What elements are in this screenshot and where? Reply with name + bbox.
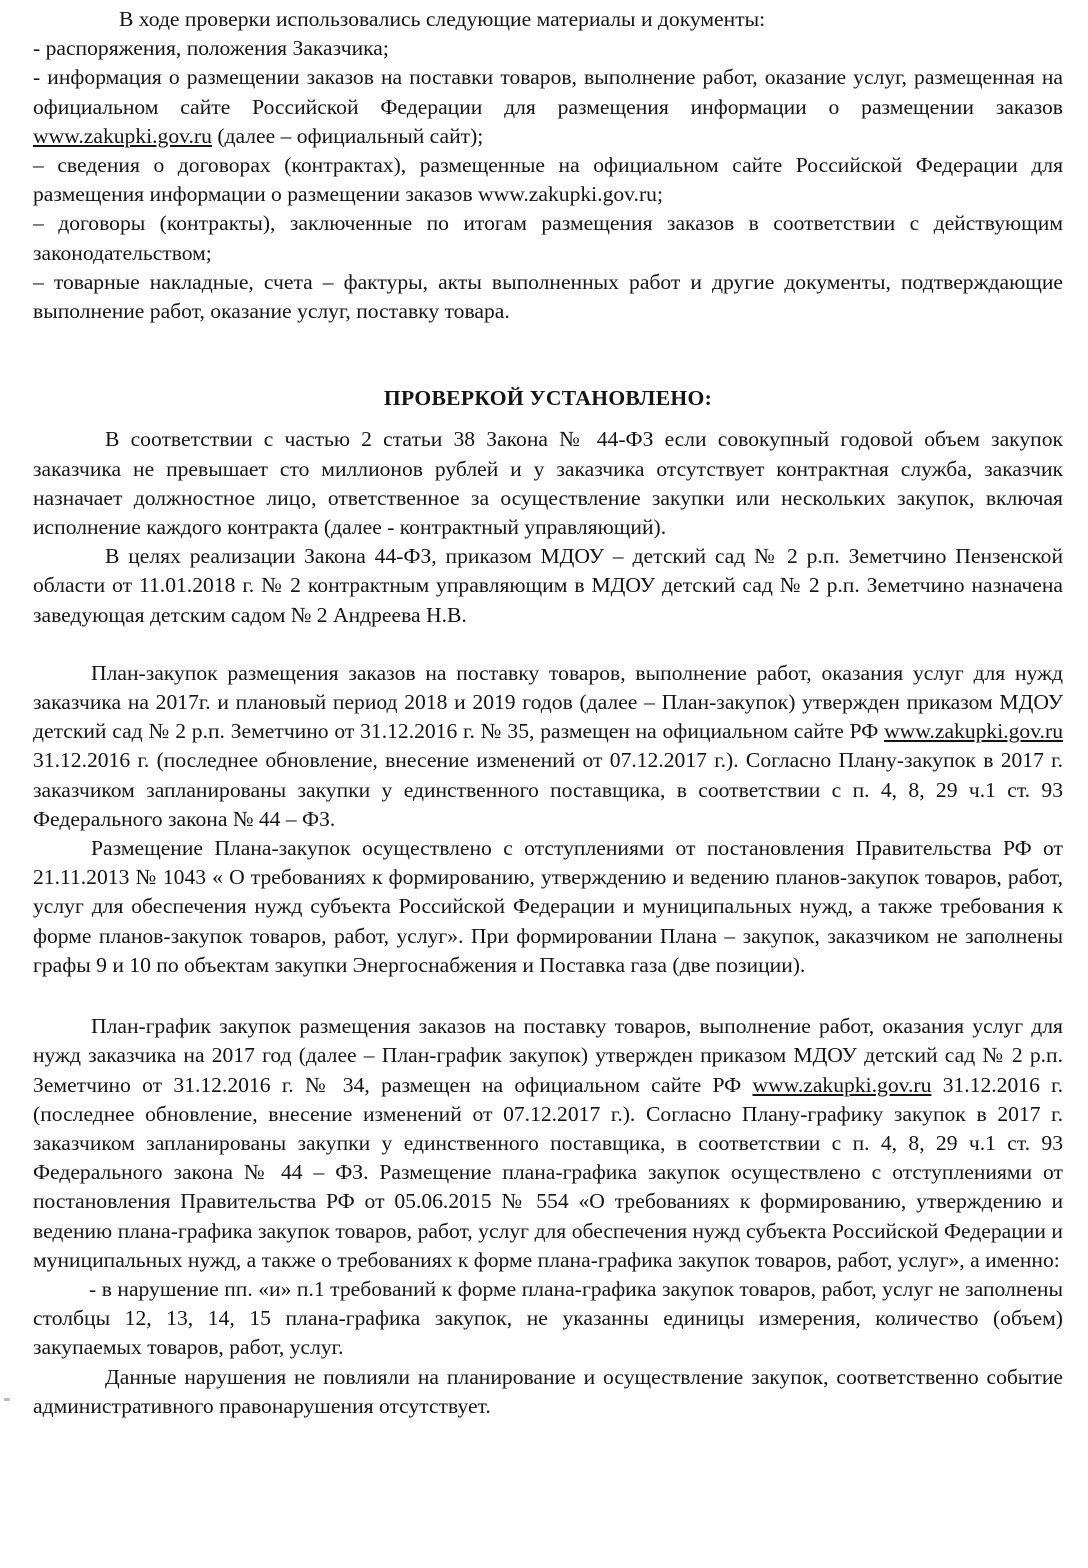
materials-item-2 xyxy=(33,63,1063,151)
materials-item-2-tail: (далее – официальный сайт); xyxy=(211,123,484,148)
paragraph-violation-item: - в нарушение пп. «и» п.1 требований к форме плана-графика закупок товаров, работ, услуг не заполнены столбцы 12, 13, 14, 15 плана-графика закупок, не указанны единицы измерения, количество (объем) закупаемых товаров, работ, услуг. xyxy=(33,1276,1063,1360)
materials-item-3: – сведения о договорах (контрактах), размещенные на официальном сайте Российской Федерации для размещения информации о размещении заказов www.zakupki.gov.ru; xyxy=(33,153,1063,207)
zakupki-link[interactable]: www.zakupki.gov.ru xyxy=(33,123,212,148)
procurement-schedule-tail: 31.12.2016 г. (последнее обновление, внесение изменений от 07.12.2017 г.). Согласно Плану-графику закупок в 2017 г. заказчиком запланированы закупки у единственного поставщика, в соответствии с п. 4, 8, 29 ч.1 ст. 93 Федерального закона № 44 – ФЗ. Размещение плана-графика закупок осуществлено с отступлениями от постановления Правительства РФ от 05.06.2015 № 554 «О требованиях к формированию, утверждению и ведению плана-графика закупок товаров, работ, услуг для обеспечения нужд субъекта Российской Федерации и муниципальных нужд, а также о требованиях к форме плана-графика закупок товаров, работ, услуг», а именно: xyxy=(33,1072,1063,1272)
materials-item-2-text: - информация о размещении заказов на поставки товаров, выполнение работ, оказание услуг, размещенная на официальном сайте Российской Федерации для размещения информации о размещении заказов xyxy=(33,65,1063,119)
paragraph-conclusion: Данные нарушения не повлияли на планирование и осуществление закупок, соответственно событие административного правонарушения отсутствует. xyxy=(33,1364,1063,1418)
section-heading: ПРОВЕРКОЙ УСТАНОВЛЕНО: xyxy=(383,386,713,411)
materials-item-5: – товарные накладные, счета – фактуры, акты выполненных работ и другие документы, подтверждающие выполнение работ, оказание услуг, поставку товара. xyxy=(33,269,1063,324)
paragraph-contract-manager-law: В соответствии с частью 2 статьи 38 Закона № 44-ФЗ если совокупный годовой объем закупок заказчика не превышает сто миллионов рублей и у заказчика отсутствует контрактная служба, заказчик назначает должностное лицо, ответственное за осуществление закупки или нескольких закупок, включая исполнение каждого контракта (далее - контрактный управляющий). xyxy=(33,427,1063,540)
document-page xyxy=(33,0,1063,1421)
paragraph-procurement-plan xyxy=(33,659,1063,834)
paragraph-procurement-schedule xyxy=(33,1012,1063,1275)
zakupki-link-plan[interactable]: www.zakupki.gov.ru xyxy=(884,719,1063,744)
procurement-plan-text: План-закупок размещения заказов на поставку товаров, выполнение работ, оказания услуг для нужд заказчика на 2017г. и плановый период 2018 и 2019 годов (далее – План-закупок) утвержден приказом МДОУ детский сад № 2 р.п. Земетчино от 31.12.2016 г. № 35, размещен на официальном сайте РФ xyxy=(33,660,1063,744)
paragraph-contract-manager-order: В целях реализации Закона 44-ФЗ, приказом МДОУ – детский сад № 2 р.п. Земетчино Пензенской области от 11.01.2018 г. № 2 контрактным управляющим в МДОУ детский сад № 2 р.п. Земетчино назначена заведующая детским садом № 2 Андреева Н.В. xyxy=(33,544,1063,627)
procurement-schedule-text: План-график закупок размещения заказов на поставку товаров, выполнение работ, оказания услуг для нужд заказчика на 2017 год (далее – План-график закупок) утвержден приказом МДОУ детский сад № 2 р.п. Земетчино от 31.12.2016 г. № 34, размещен на официальном сайте РФ xyxy=(33,1014,1063,1097)
paragraph-plan-deviations: Размещение Плана-закупок осуществлено с отступлениями от постановления Правительства РФ от 21.11.2013 № 1043 « О требованиях к формированию, утверждению и ведению планов-закупок товаров, работ, услуг для обеспечения нужд субъекта Российской Федерации и муниципальных нужд, а также требования к форме планов-закупок товаров, работ, услуг». При формировании Плана – закупок, заказчиком не заполнены графы 9 и 10 по объектам закупки Энергоснабжения и Поставка газа (две позиции). xyxy=(33,836,1063,977)
procurement-plan-tail: 31.12.2016 г. (последнее обновление, внесение изменений от 07.12.2017 г.). Согласно Плану-закупок в 2017 г. заказчиком запланированы закупки у единственного поставщика, в соответствии с п. 4, 8, 29 ч.1 ст. 93 Федерального закона № 44 – ФЗ. xyxy=(33,748,1063,831)
zakupki-link-schedule[interactable]: www.zakupki.gov.ru xyxy=(752,1072,932,1097)
materials-item-4: – договоры (контракты), заключенные по итогам размещения заказов в соответствии с действующим законодательством; xyxy=(33,211,1063,265)
materials-intro: В ходе проверки использовались следующие материалы и документы: xyxy=(119,7,766,31)
materials-item-1: - распоряжения, положения Заказчика; xyxy=(33,36,389,61)
scan-artifact xyxy=(4,1398,10,1401)
